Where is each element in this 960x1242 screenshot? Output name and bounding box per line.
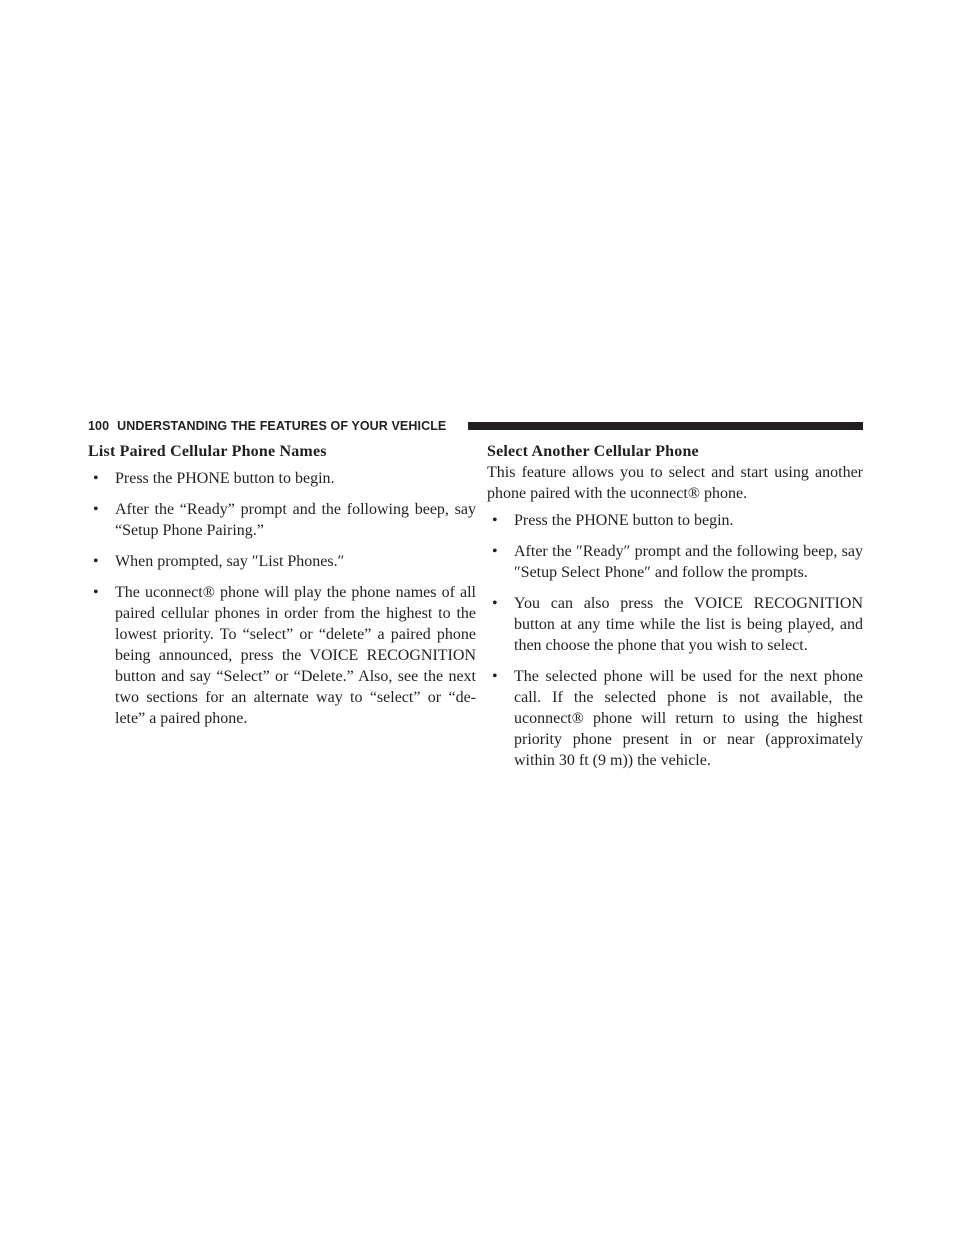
list-item — [88, 499, 476, 541]
bullet-icon: • — [93, 470, 99, 487]
page-number: 100 — [88, 419, 110, 433]
bullet-icon: • — [492, 595, 498, 612]
bullet-icon: • — [492, 512, 498, 529]
list-item — [487, 541, 863, 583]
list-item-text: After the ″Ready″ prompt and the following beep, say ″Setup Select Phone″ and follow the prompts. — [514, 543, 863, 581]
list-item-text: You can also press the VOICE RECOGNITION button at any time while the list is being played, and then choose the phone that you wish to select. — [514, 595, 863, 654]
left-column — [88, 441, 476, 739]
bullet-icon: • — [93, 584, 99, 601]
list-item-text: When prompted, say ″List Phones.″ — [115, 553, 345, 570]
list-item — [88, 468, 476, 489]
bullet-icon: • — [93, 501, 99, 518]
list-item — [487, 666, 863, 771]
bullet-icon: • — [93, 553, 99, 570]
bullet-list-left — [88, 468, 476, 729]
header-rule — [468, 422, 863, 430]
list-item-text: The uconnect® phone will play the phone names of all paired cellular phones in order from the highest to the lowest priority. To “select” or “delete” a paired phone being announced, press the VOICE RECOGNITION button and say “Select” or “Delete.” Also, see the next two sections for an alternate way to “select” or “de-lete” a paired phone. — [115, 584, 476, 727]
section-title-list-paired: List Paired Cellular Phone Names — [88, 443, 327, 460]
list-item — [88, 582, 476, 729]
right-column — [487, 441, 863, 781]
header-text — [88, 418, 446, 435]
bullet-list-right — [487, 510, 863, 771]
list-item-text: Press the PHONE button to begin. — [514, 512, 734, 529]
section-intro: This feature allows you to select and start using another phone paired with the uconnect® phone. — [487, 464, 863, 502]
section-title-select-another: Select Another Cellular Phone — [487, 443, 699, 460]
list-item-text: After the “Ready” prompt and the following beep, say “Setup Phone Pairing.” — [115, 501, 476, 539]
bullet-icon: • — [492, 668, 498, 685]
list-item — [88, 551, 476, 572]
page-header — [88, 418, 863, 435]
list-item-text: The selected phone will be used for the next phone call. If the selected phone is not available, the uconnect® phone will return to using the highest priority phone present in or near (approximately within 30 ft (9 m)) the vehicle. — [514, 668, 863, 769]
list-item — [487, 593, 863, 656]
list-item — [487, 510, 863, 531]
bullet-icon: • — [492, 543, 498, 560]
list-item-text: Press the PHONE button to begin. — [115, 470, 335, 487]
header-title: UNDERSTANDING THE FEATURES OF YOUR VEHICLE — [117, 419, 447, 433]
